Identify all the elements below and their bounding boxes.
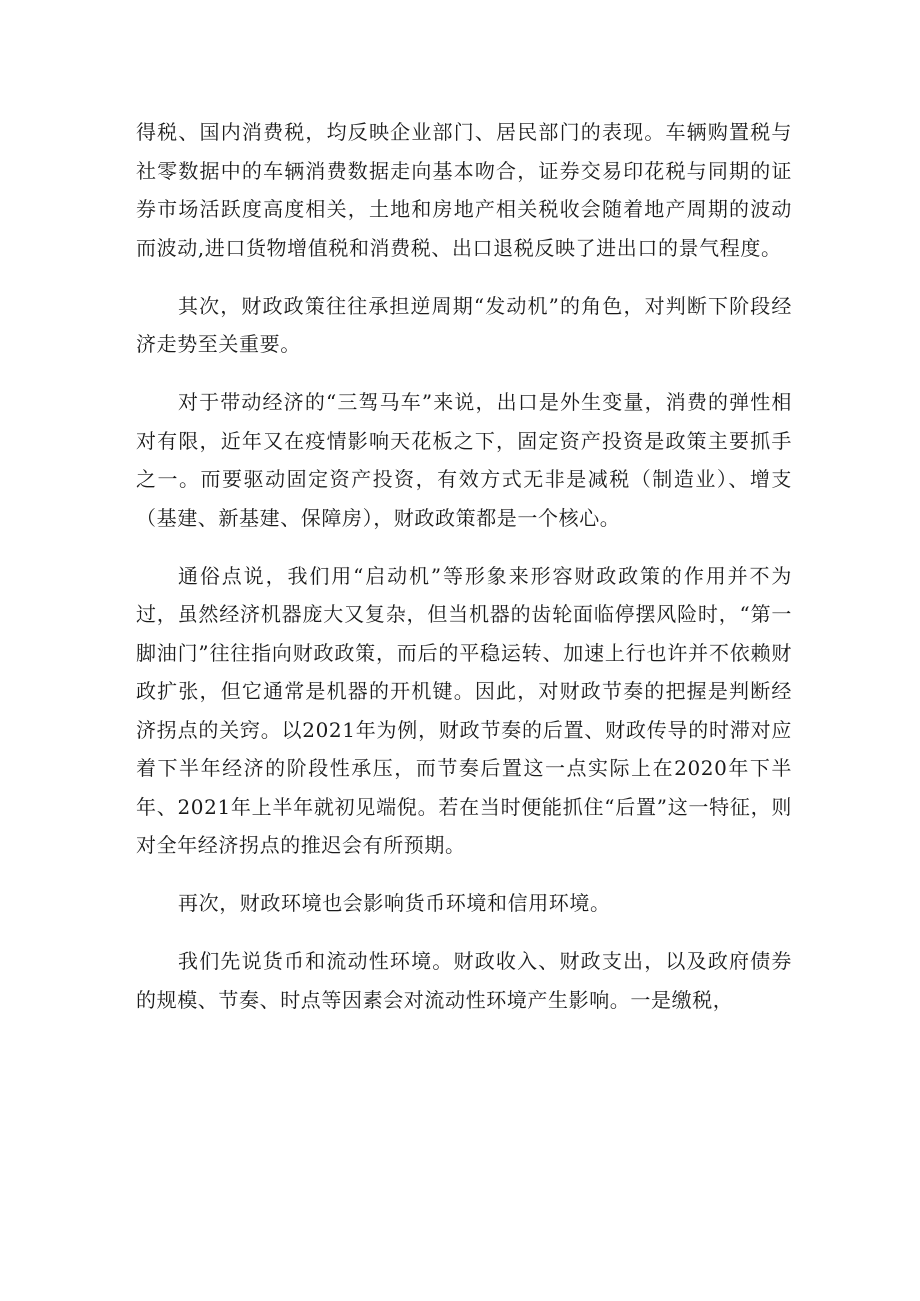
paragraph: 我们先说货币和流动性环境。财政收入、财政支出，以及政府债券的规模、节奏、时点等因素会对流动性环境产生影响。一是缴税， — [136, 949, 792, 1012]
paragraph: 其次，财政政策往往承担逆周期“发动机”的角色，对判断下阶段经济走势至关重要。 — [136, 293, 792, 356]
paragraph-continued: 得税、国内消费税，均反映企业部门、居民部门的表现。车辆购置税与社零数据中的车辆消费数据走向基本吻合，证券交易印花税与同期的证券市场活跃度高度相关，土地和房地产相关税收会随着地产周期的波动而波动,进口货物增值税和消费税、出口退税反映了进出口的景气程度。 — [136, 120, 792, 260]
paragraph: 再次，财政环境也会影响货币环境和信用环境。 — [178, 891, 611, 915]
paragraph: 通俗点说，我们用“启动机”等形象来形容财政政策的作用并不为过，虽然经济机器庞大又复杂，但当机器的齿轮面临停摆风险时，“第一脚油门”往往指向财政政策，而后的平稳运转、加速上行也许并不依赖财政扩张，但它通常是机器的开机键。因此，对财政节奏的把握是判断经济拐点的关窍。以2021年为例，财政节奏的后置、财政传导的时滞对应着下半年经济的阶段性承压，而节奏后置这一点实际上在2020年下半年、2021年上半年就初见端倪。若在当时便能抓住“后置”这一特征，则对全年经济拐点的推迟会有所预期。 — [136, 563, 792, 857]
paragraph: 对于带动经济的“三驾马车”来说，出口是外生变量，消费的弹性相对有限，近年又在疫情影响天花板之下，固定资产投资是政策主要抓手之一。而要驱动固定资产投资，有效方式无非是减税（制造业）、增支（基建、新基建、保障房），财政政策都是一个核心。 — [136, 390, 792, 530]
body-text — [136, 113, 792, 1039]
